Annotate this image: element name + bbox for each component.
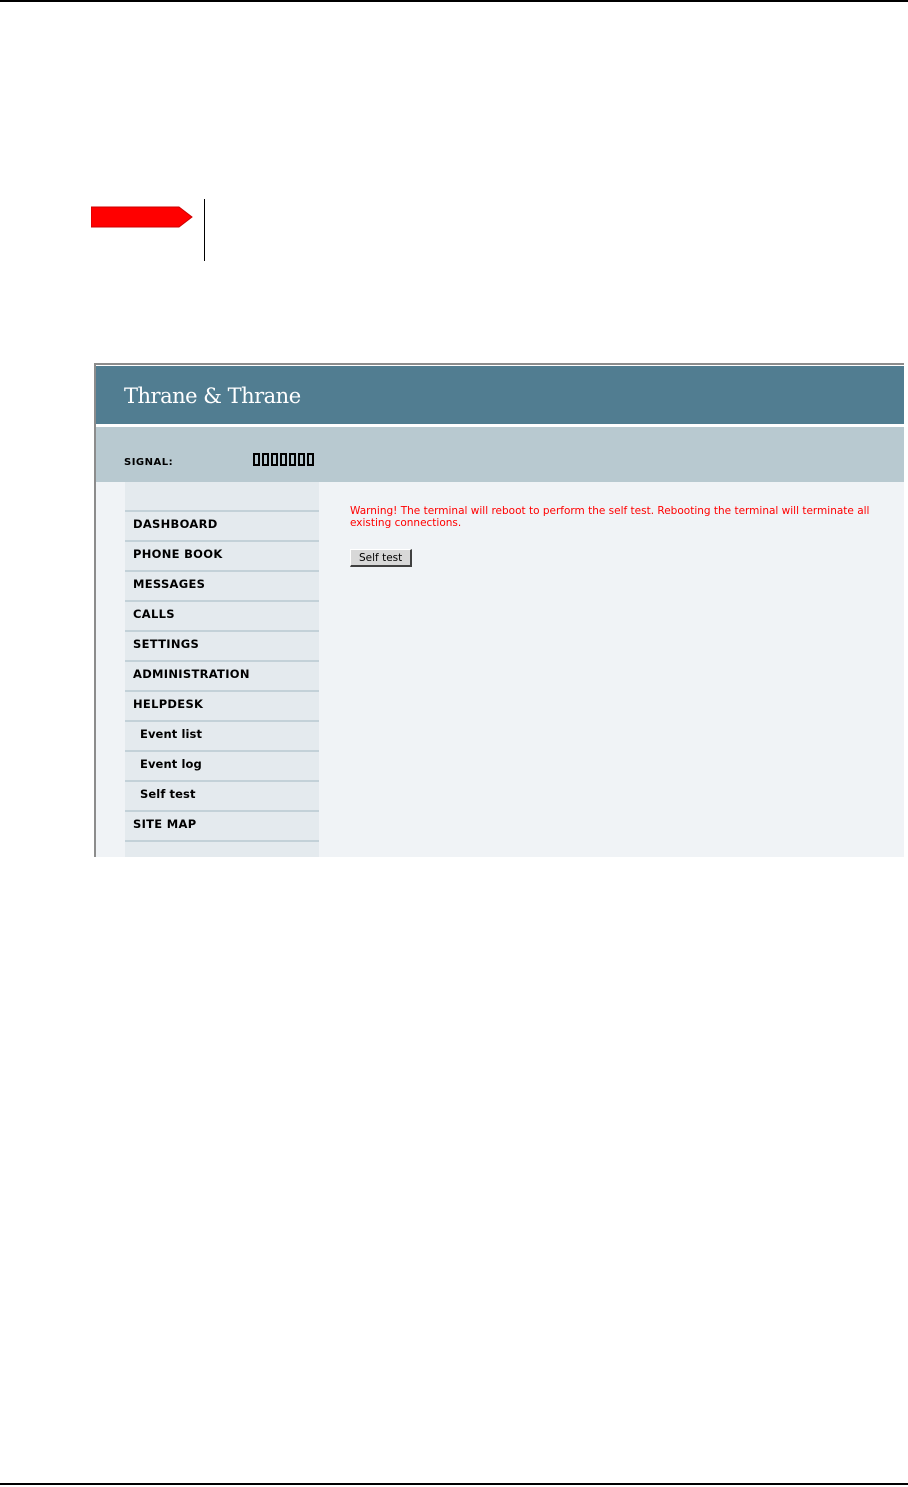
content-area: [96, 482, 904, 857]
sidebar-item-calls[interactable]: CALLS: [125, 600, 319, 628]
sidebar-item-messages[interactable]: MESSAGES: [125, 570, 319, 598]
sidebar-item-self-test[interactable]: Self test: [125, 780, 319, 808]
signal-segment: [289, 453, 296, 466]
signal-segment: [298, 453, 305, 466]
sidebar-item-dashboard[interactable]: DASHBOARD: [125, 510, 319, 538]
sidebar-item-site-map[interactable]: SITE MAP: [125, 810, 319, 838]
sidebar-item-settings[interactable]: SETTINGS: [125, 630, 319, 658]
web-interface-screenshot: [94, 363, 904, 857]
brand-logo: Thrane & Thrane: [124, 384, 301, 408]
self-test-button[interactable]: Self test: [350, 549, 412, 567]
signal-segment: [262, 453, 269, 466]
note-arrow-icon: [91, 205, 193, 229]
sidebar-item-phone-book[interactable]: PHONE BOOK: [125, 540, 319, 568]
signal-strength-icon: [253, 453, 314, 468]
signal-segment: [280, 453, 287, 466]
signal-segment: [253, 453, 260, 466]
brand-header: [96, 366, 904, 424]
signal-segment: [271, 453, 278, 466]
sidebar-end-divider: [125, 840, 319, 842]
sidebar-item-event-log[interactable]: Event log: [125, 750, 319, 778]
signal-segment: [307, 453, 314, 466]
sidebar-item-helpdesk[interactable]: HELPDESK: [125, 690, 319, 718]
warning-message: Warning! The terminal will reboot to perform the self test. Rebooting the terminal will terminate all existing connections.: [350, 505, 870, 529]
sidebar-item-administration[interactable]: ADMINISTRATION: [125, 660, 319, 688]
note-divider: [204, 199, 205, 261]
sidebar-item-event-list[interactable]: Event list: [125, 720, 319, 748]
signal-label: SIGNAL:: [124, 457, 174, 468]
page-bottom-rule: [0, 1483, 908, 1485]
page-top-rule: [0, 0, 908, 2]
sidebar-menu: [125, 482, 319, 857]
status-bar: [96, 427, 904, 482]
